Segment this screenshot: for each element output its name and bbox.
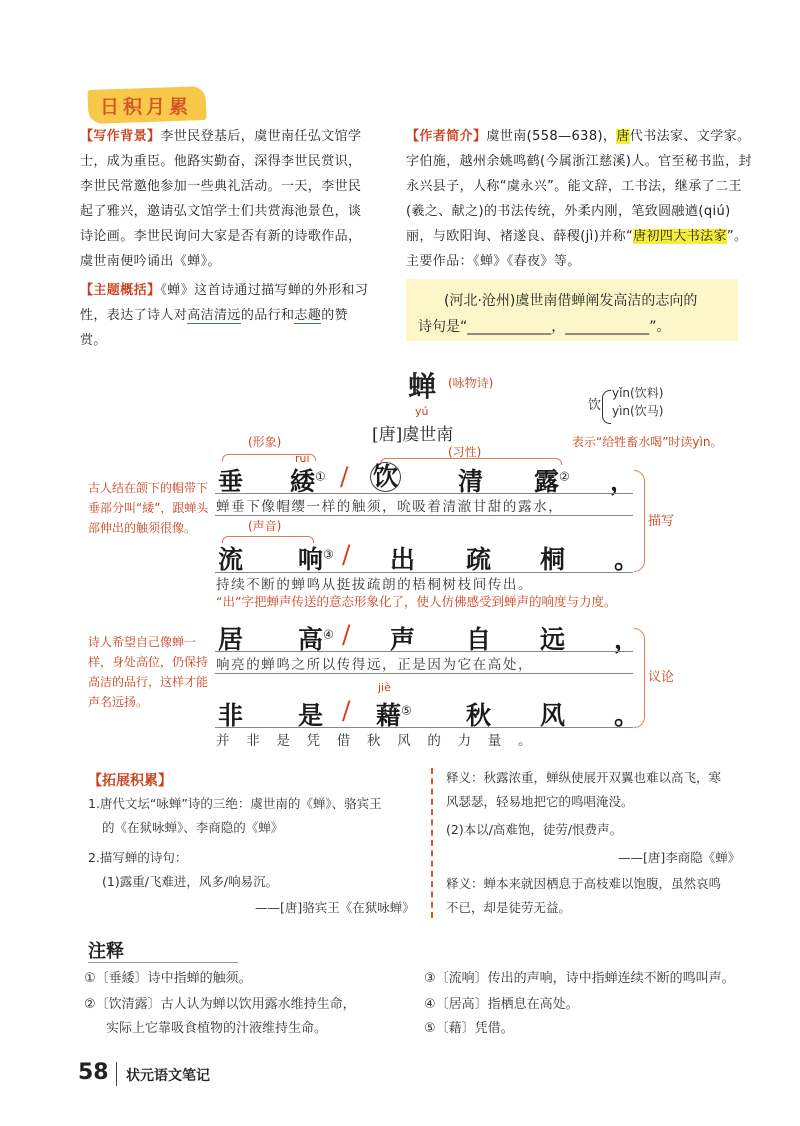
ext-r3b: 不已，却是徒劳无益。 bbox=[446, 900, 572, 915]
poem-line-4: 非 是 / 藉⑤ 秋 风 。 bbox=[218, 696, 640, 730]
yin-brace bbox=[602, 390, 611, 424]
left-note-aspiration: 诗人希望自己像蝉一样，身处高位，仍保持高洁的品行，这样才能声名远扬。 bbox=[88, 635, 209, 709]
ext-item-2a: (1)露重/飞难进，风多/响易沉。 bbox=[102, 874, 279, 889]
ext-r1: 释义：秋露浓重，蝉纵使展开双翼也难以高飞，寒 bbox=[446, 770, 722, 785]
author-intro: 【作者简介】虞世南(558—638)，唐代书法家、文学家。字伯施，越州余姚鸣鹤(今属浙江慈溪)人。官至秘书监，封永兴县子，人称“虞永兴”。能文辞，工书法，继承了二王(羲之、献之)的书法传统，外柔内刚，笔致圆融遒(qiú)丽，与欧阳询、褚遂良、薛稷(jì)并称“唐初四大书法家”。主要作品：《蝉》《春夜》等。 bbox=[406, 129, 752, 269]
ext-r2: (2)本以/高难饱，徒劳/恨费声。 bbox=[446, 822, 623, 837]
note-1: ①〔垂緌〕诗中指蝉的触须。 bbox=[84, 971, 252, 986]
rule bbox=[215, 651, 633, 652]
rui-pinyin: ruí bbox=[295, 452, 310, 465]
note-4: ④〔居高〕指栖息在高处。 bbox=[424, 997, 579, 1012]
tag-habit: (习性) bbox=[448, 445, 482, 459]
yin-char: 饮 bbox=[588, 398, 602, 413]
left-note-rui: 古人结在颌下的帽带下垂部分叫“緌”，跟蝉头部伸出的触须很像。 bbox=[88, 481, 209, 535]
pause-slash: / bbox=[342, 620, 351, 649]
rule bbox=[215, 493, 633, 494]
translation-2: 持续不断的蝉鸣从挺拔疏朗的梧桐树枝间传出。 bbox=[216, 577, 534, 593]
page-number: 58 bbox=[78, 1060, 109, 1085]
chu-note: “出”字把蝉声传送的意态形象化了，使人仿佛感受到蝉声的响度与力度。 bbox=[216, 594, 617, 609]
poem-line-1: 垂 緌① / 饮 清 露② ， bbox=[218, 462, 636, 496]
tag-bracket-1 bbox=[222, 454, 316, 461]
jie-pinyin: jiè bbox=[378, 681, 391, 694]
theme-summary: 【主题概括】《蝉》这首诗通过描写蝉的外形和习性，表达了诗人对高洁清远的品行和志趣的赞赏。 bbox=[80, 283, 369, 348]
poem-title: 蝉 bbox=[408, 370, 437, 403]
poem-author: [唐]虞世南 bbox=[372, 425, 454, 445]
translation-3: 响亮的蝉鸣之所以传得远，正是因为它在高处， bbox=[216, 657, 534, 673]
tag-appearance: (形象) bbox=[248, 435, 282, 449]
translation-4: 并 非 是 凭 借 秋 风 的 力 量 。 bbox=[216, 733, 534, 749]
yin-readings: yǐn(饮料) yìn(饮马) bbox=[612, 386, 664, 418]
extension-title: 【拓展积累】 bbox=[88, 773, 172, 789]
poem-subtitle: (咏物诗) bbox=[448, 376, 494, 390]
describe-bracket bbox=[634, 470, 645, 572]
ext-item-1: 1.唐代文坛“咏蝉”诗的三绝：虞世南的《蝉》、骆宾王 bbox=[88, 796, 382, 811]
rule bbox=[215, 727, 633, 728]
writing-background: 【写作背景】李世民登基后，虞世南任弘文馆学士，成为重臣。他路实勤奋，深得李世民赏识，李世民常邀他参加一些典礼活动。一天，李世民起了雅兴，邀请弘文馆学士们共赏海池景色，谈诗论画。李世民询问大家是否有新的诗歌作品，虞世南便吟诵出《蝉》。 bbox=[80, 129, 362, 269]
side-label-describe: 描写 bbox=[648, 514, 675, 529]
ext-r1b: 风瑟瑟，轻易地把它的鸣唱淹没。 bbox=[446, 794, 634, 809]
discuss-bracket bbox=[634, 628, 645, 728]
note-5: ⑤〔藉〕凭借。 bbox=[424, 1021, 514, 1036]
question-text: (河北·沧州)虞世南借蝉阐发高洁的志向的 诗句是“____________，____________”。 bbox=[418, 293, 698, 335]
notes-underline bbox=[88, 962, 238, 963]
section-banner: 日积月累 bbox=[100, 96, 193, 118]
pause-slash: / bbox=[342, 696, 351, 725]
note-3: ③〔流响〕传出的声响，诗中指蝉连续不断的鸣叫声。 bbox=[424, 971, 735, 986]
side-label-discuss: 议论 bbox=[648, 670, 675, 685]
poem-line-2: 流 响③ / 出 疏 桐 。 bbox=[218, 540, 640, 574]
ext-item-2a-source: ——[唐]骆宾王《在狱咏蝉》 bbox=[255, 900, 415, 915]
notes-title: 注释 bbox=[88, 941, 124, 962]
translation-1: 蝉垂下像帽缨一样的触须，吮吸着清澈甘甜的露水， bbox=[216, 499, 564, 515]
ext-r3: 释义：蝉本来就因栖息于高枝难以饱腹，虽然哀鸣 bbox=[446, 876, 722, 891]
note-2: ②〔饮清露〕古人认为蝉以饮用露水维持生命， bbox=[84, 997, 356, 1012]
ext-item-1b: 的《在狱咏蝉》、李商隐的《蝉》 bbox=[102, 820, 284, 835]
pause-slash: / bbox=[340, 462, 349, 491]
yin-explain: 表示“给牲畜水喝”时读yìn。 bbox=[572, 435, 723, 449]
note-2b: 实际上它靠吸食植物的汁液维持生命。 bbox=[106, 1021, 328, 1036]
footer-separator bbox=[116, 1062, 117, 1086]
ext-item-2: 2.描写蝉的诗句： bbox=[88, 850, 188, 865]
tag-sound: (声音) bbox=[248, 519, 282, 533]
rule bbox=[215, 673, 633, 674]
pause-slash: / bbox=[342, 540, 351, 569]
author-pinyin: yú bbox=[415, 405, 429, 418]
ext-r2-source: ——[唐]李商隐《蝉》 bbox=[618, 850, 741, 865]
poem-line-3: 居 高④ / 声 自 远 ， bbox=[218, 620, 640, 654]
ext-divider bbox=[431, 768, 433, 918]
book-title: 状元语文笔记 bbox=[126, 1068, 210, 1084]
